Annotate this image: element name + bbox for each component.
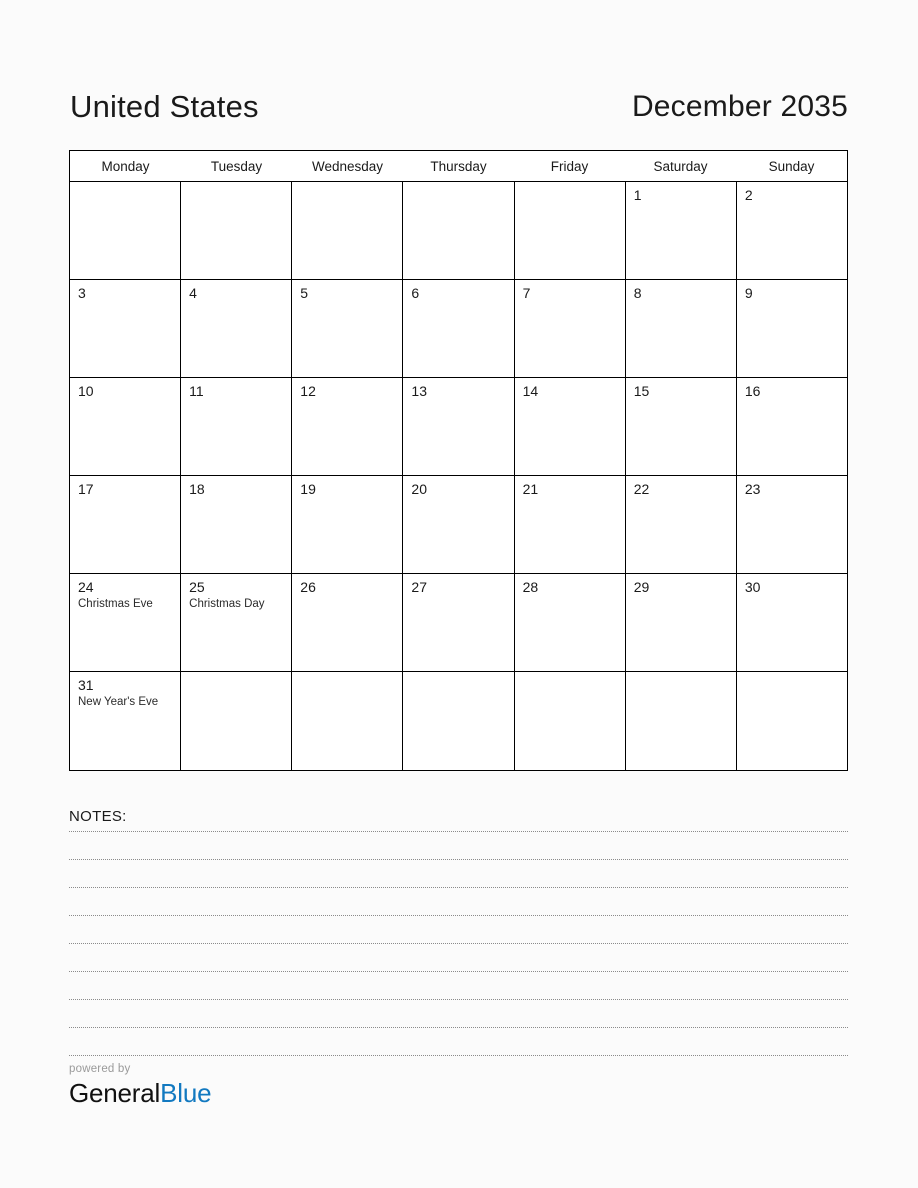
day-cell-4[interactable] <box>181 280 292 377</box>
day-cell-25[interactable] <box>181 574 292 671</box>
calendar-week-row <box>70 378 847 476</box>
calendar-week-row <box>70 574 847 672</box>
day-cell-31[interactable] <box>70 672 181 770</box>
day-number: 20 <box>411 481 427 497</box>
day-cell-5[interactable] <box>292 280 403 377</box>
day-number: 7 <box>522 285 531 301</box>
day-cell-empty <box>626 672 737 770</box>
day-cell-2[interactable] <box>737 182 847 279</box>
weekday-header-friday: Friday <box>550 158 589 174</box>
day-cell-6[interactable] <box>403 280 514 377</box>
day-cell-empty <box>403 672 514 770</box>
day-cell-empty <box>181 672 292 770</box>
calendar-week-row <box>70 672 847 770</box>
day-number: 19 <box>300 481 316 497</box>
day-number: 14 <box>522 383 539 399</box>
day-number: 4 <box>189 285 197 301</box>
note-line[interactable] <box>69 944 848 972</box>
day-number: 30 <box>744 579 761 595</box>
day-cell-1[interactable] <box>626 182 737 279</box>
day-number: 31 <box>78 677 94 693</box>
month-year-title: December 2035 <box>631 90 848 123</box>
weekday-header-wednesday: Wednesday <box>311 158 384 174</box>
day-number: 3 <box>78 285 86 301</box>
day-number: 29 <box>633 579 650 595</box>
day-cell-16[interactable] <box>737 378 847 475</box>
day-cell-empty <box>292 182 403 279</box>
day-cell-21[interactable] <box>515 476 626 573</box>
day-cell-26[interactable] <box>292 574 403 671</box>
day-cell-11[interactable] <box>181 378 292 475</box>
day-number: 17 <box>78 481 94 497</box>
day-cell-18[interactable] <box>181 476 292 573</box>
calendar-week-row <box>70 476 847 574</box>
day-number: 24 <box>78 579 94 595</box>
day-cell-empty <box>292 672 403 770</box>
day-cell-7[interactable] <box>515 280 626 377</box>
brand-name-first: General <box>69 1078 161 1108</box>
day-number: 6 <box>411 285 420 301</box>
day-number: 26 <box>300 579 316 595</box>
page-header <box>70 76 848 122</box>
day-cell-30[interactable] <box>737 574 847 671</box>
note-line[interactable] <box>69 972 848 1000</box>
weekday-header-sunday: Sunday <box>768 158 815 174</box>
holiday-label: Christmas Day <box>189 598 265 610</box>
day-cell-13[interactable] <box>403 378 514 475</box>
notes-label: NOTES: <box>69 808 127 825</box>
day-number: 15 <box>633 383 650 399</box>
day-number: 27 <box>411 579 427 595</box>
day-number: 2 <box>744 187 753 203</box>
day-cell-17[interactable] <box>70 476 181 573</box>
day-number: 13 <box>411 383 427 399</box>
day-number: 22 <box>633 481 650 497</box>
day-number: 10 <box>78 383 94 399</box>
day-cell-empty <box>515 672 626 770</box>
day-number: 12 <box>300 383 316 399</box>
day-number: 1 <box>633 187 642 203</box>
day-number: 11 <box>189 383 204 399</box>
day-cell-22[interactable] <box>626 476 737 573</box>
day-cell-10[interactable] <box>70 378 181 475</box>
notes-section <box>69 808 848 1056</box>
day-number: 18 <box>189 481 205 497</box>
day-cell-24[interactable] <box>70 574 181 671</box>
day-number: 9 <box>744 285 753 301</box>
weekday-header-row <box>70 151 847 182</box>
day-number: 8 <box>633 285 642 301</box>
day-cell-empty <box>403 182 514 279</box>
brand-name-second: Blue <box>160 1078 212 1108</box>
country-title: United States <box>70 89 259 124</box>
day-cell-3[interactable] <box>70 280 181 377</box>
weekday-header-thursday: Thursday <box>430 158 487 174</box>
day-cell-9[interactable] <box>737 280 847 377</box>
powered-by-label: powered by <box>69 1063 131 1075</box>
calendar-grid <box>69 150 848 771</box>
day-cell-8[interactable] <box>626 280 737 377</box>
calendar-week-row <box>70 280 847 378</box>
weekday-header-tuesday: Tuesday <box>210 158 263 174</box>
day-cell-15[interactable] <box>626 378 737 475</box>
day-number: 5 <box>300 285 309 301</box>
note-line[interactable] <box>69 1000 848 1028</box>
note-line[interactable] <box>69 916 848 944</box>
day-number: 16 <box>744 383 761 399</box>
note-line[interactable] <box>69 832 848 860</box>
day-cell-27[interactable] <box>403 574 514 671</box>
weekday-header-monday: Monday <box>101 158 150 174</box>
day-cell-empty <box>181 182 292 279</box>
day-cell-20[interactable] <box>403 476 514 573</box>
day-cell-empty <box>737 672 847 770</box>
day-number: 28 <box>522 579 539 595</box>
day-cell-23[interactable] <box>737 476 847 573</box>
footer-logo[interactable] <box>69 1062 211 1108</box>
day-cell-29[interactable] <box>626 574 737 671</box>
day-cell-19[interactable] <box>292 476 403 573</box>
calendar-week-row <box>70 182 847 280</box>
weekday-header-saturday: Saturday <box>653 158 708 174</box>
notes-lines[interactable] <box>69 831 848 1056</box>
brand-name <box>69 1078 211 1108</box>
holiday-label: New Year's Eve <box>78 696 159 708</box>
day-cell-12[interactable] <box>292 378 403 475</box>
day-cell-28[interactable] <box>515 574 626 671</box>
day-number: 25 <box>189 579 205 595</box>
day-cell-14[interactable] <box>515 378 626 475</box>
note-line[interactable] <box>69 1028 848 1056</box>
holiday-label: Christmas Eve <box>78 598 153 610</box>
note-line[interactable] <box>69 888 848 916</box>
day-cell-empty <box>70 182 181 279</box>
day-cell-empty <box>515 182 626 279</box>
note-line[interactable] <box>69 860 848 888</box>
calendar-weeks <box>70 182 847 770</box>
day-number: 21 <box>522 481 539 497</box>
day-number: 23 <box>744 481 761 497</box>
